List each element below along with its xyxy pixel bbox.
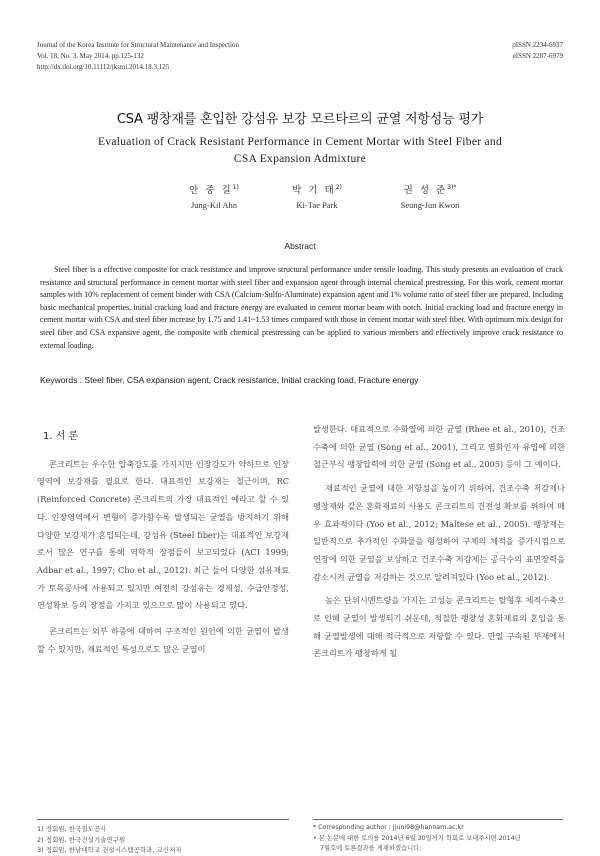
eissn: eISSN 2287-6979 xyxy=(512,52,563,60)
footnote: • 본 논문에 대한 토의를 2014년 6월 30일까지 학회로 보내주시면 2014년 xyxy=(313,834,521,842)
footnote: 1) 정회원, 한국철도공사 xyxy=(37,825,107,833)
paragraph: 재료적인 균열에 대한 저항성을 높이기 위하여, 건조수축 저감제나 팽창재와 같은 혼화재료의 사용도 콘크리트의 건전성 확보를 위하여 매우 효과적이다 (Yoo et al., 2012; Maltese et al., 2005). 팽창재는 일반적으로 추가적인 수화물을 형성하여 구체의 체적을 증가시킴으로 연장에 의한 균열을 보상하고 건조수축 저감제는 공극수의 표면장력을 감소시켜 균열을 저감하는 것으로 알려져있다 (Yoo et al., 2012). xyxy=(313,483,565,582)
title-english-line1: Evaluation of Crack Resistant Performance in Cement Mortar with Steel Fiber and xyxy=(97,136,503,148)
section-title: 1. 서 론 xyxy=(43,431,79,442)
paragraph: 발생한다. 대표적으로 수화열에 의한 균열 (Rhee et al., 2010), 건조수축에 의한 균열 (Song et al., 2001), 그리고 염화인자 유입에 의한 철근부식 팽창압력에 의한 균열 (Song et al., 2005) 등이 그 예이다. xyxy=(313,424,565,470)
journal-header xyxy=(37,40,239,73)
issn-block xyxy=(512,40,563,62)
journal-name: Journal of the Korea Institute for Structural Maintenance and Inspection xyxy=(37,41,239,49)
footnote: 7월호에 토론결과를 게재하겠습니다. xyxy=(320,845,422,852)
body-right-column xyxy=(313,421,565,669)
author-2-english: Ki-Tae Park xyxy=(296,200,338,210)
title-english-line2: CSA Expansion Admixture xyxy=(233,153,367,165)
abstract-heading: Abstract xyxy=(284,241,316,251)
title-korean: CSA 팽창재를 혼입한 강섬유 보강 모르타르의 균열 저항성능 평가 xyxy=(116,112,484,127)
paragraph: 콘크리트는 우수한 압축강도를 가지지만 인장강도가 약하므로 인장영역에 보강재를 필요로 한다. 대표적인 보강재는 철근이며, RC (Reinforced Concrete) 콘크리트의 가장 대표적인 예라고 할 수 있다. 인장영역에서 변형이 증가함수록 발생되는 균열을 방지하기 위해 다양한 보강재가 혼입되는데, 강섬유 (Steel fiber)는 대표적인 보강재로서 많은 연구를 통해 역학적 장점들이 보고되었다 (ACI 1999; Adbar et al., 1997; Cho et al., 2012). 최근 들어 다양한 섬유재료가 토목공사에 사용되고 있지만 여전히 강섬유는 경제성, 수급안정성, 연성확보 등의 장점을 가지고 있으므로 많이 사용되고 있다. xyxy=(37,458,289,611)
footnote-divider-right xyxy=(313,819,563,820)
footnote: 3) 정회원, 한남대학교 건설시스템공학과, 교신저자 xyxy=(37,846,182,854)
author-1-korean: 안 중 길 xyxy=(189,185,233,196)
body-left-column xyxy=(37,424,289,666)
abstract-text: Steel fiber is a effective composite for crack resistance and improve structural performance under tensile loading. This study presents an evaluation of crack resistance and structural performance in cement mortar with steel fiber and expansion agent through internal chemical prestressing. For this work, cement mortar samples with 10% replacement of cement binder with CSA (Calcium-Sulfo-Aluminate) expansion agent and 1% volume ratio of steel fiber are prepared. Including basic mechanical properties, initial cracking load and fracture energy are evaluated in cement mortar beam with notch. Initial cracking load and fracture energy in cement mortar with CSA and steel fiber increase by 1.75 and 1.41~1.53 times compared with those in cement mortar with steel fiber. With optimum mix design for steel fiber and CSA expansive agent, the composite with chemical prestressing can be applied to various members and effectively improve crack resistance to external loading. xyxy=(40,265,563,350)
paragraph: 콘크리트는 외부 하중에 대하여 구조적인 원인에 의한 균열이 발생할 수 있지만, 재료적인 특성으로도 많은 균열이 xyxy=(37,626,289,654)
pissn: pISSN 2234-6937 xyxy=(512,41,563,49)
author-2-korean: 박 기 태 xyxy=(292,185,336,196)
footnote: 2) 정회원, 한국건설기술연구원 xyxy=(37,835,126,844)
footnote-divider-left xyxy=(37,819,289,820)
author-3-english: Seung-Jun Kwon xyxy=(400,200,460,210)
journal-volume: Vol. 18, No. 3, May 2014, pp.125-132 xyxy=(37,52,144,60)
corresponding-author: * Corresponding author : jjuni98@hannam,ac,kr xyxy=(313,824,464,831)
footnotes-left xyxy=(37,824,182,856)
footnotes-right xyxy=(313,823,565,855)
author-3-korean: 권 성 준 xyxy=(403,185,448,196)
doi-link[interactable]: http://dx.doi.org/10.11112/jksmi.2014.18.3.125 xyxy=(37,63,170,71)
author-2-affil: 2) xyxy=(335,183,342,191)
paragraph: 높은 단위시멘트량을 가지는 고성능 콘크리트는 탈형후 체적수축으로 인해 균열이 발생되기 쉬운데, 적절한 팽창성 혼화재료의 혼입을 통해 균열발생에 대해 적극적으로 저항할 수 있다. 만일 구속된 부재에서 콘크리트가 팽창하게 될 xyxy=(313,595,565,659)
keywords: Keywords : Steel fiber, CSA expansion agent, Crack resistance, Initial cracking load, Fracture energy xyxy=(40,375,419,385)
title-english xyxy=(60,134,540,168)
author-3 xyxy=(360,182,500,210)
author-1-affil: 1) xyxy=(232,183,239,191)
author-1-english: Jung-Kil Ahn xyxy=(190,200,238,210)
author-3-affil: 3)* xyxy=(447,183,457,191)
